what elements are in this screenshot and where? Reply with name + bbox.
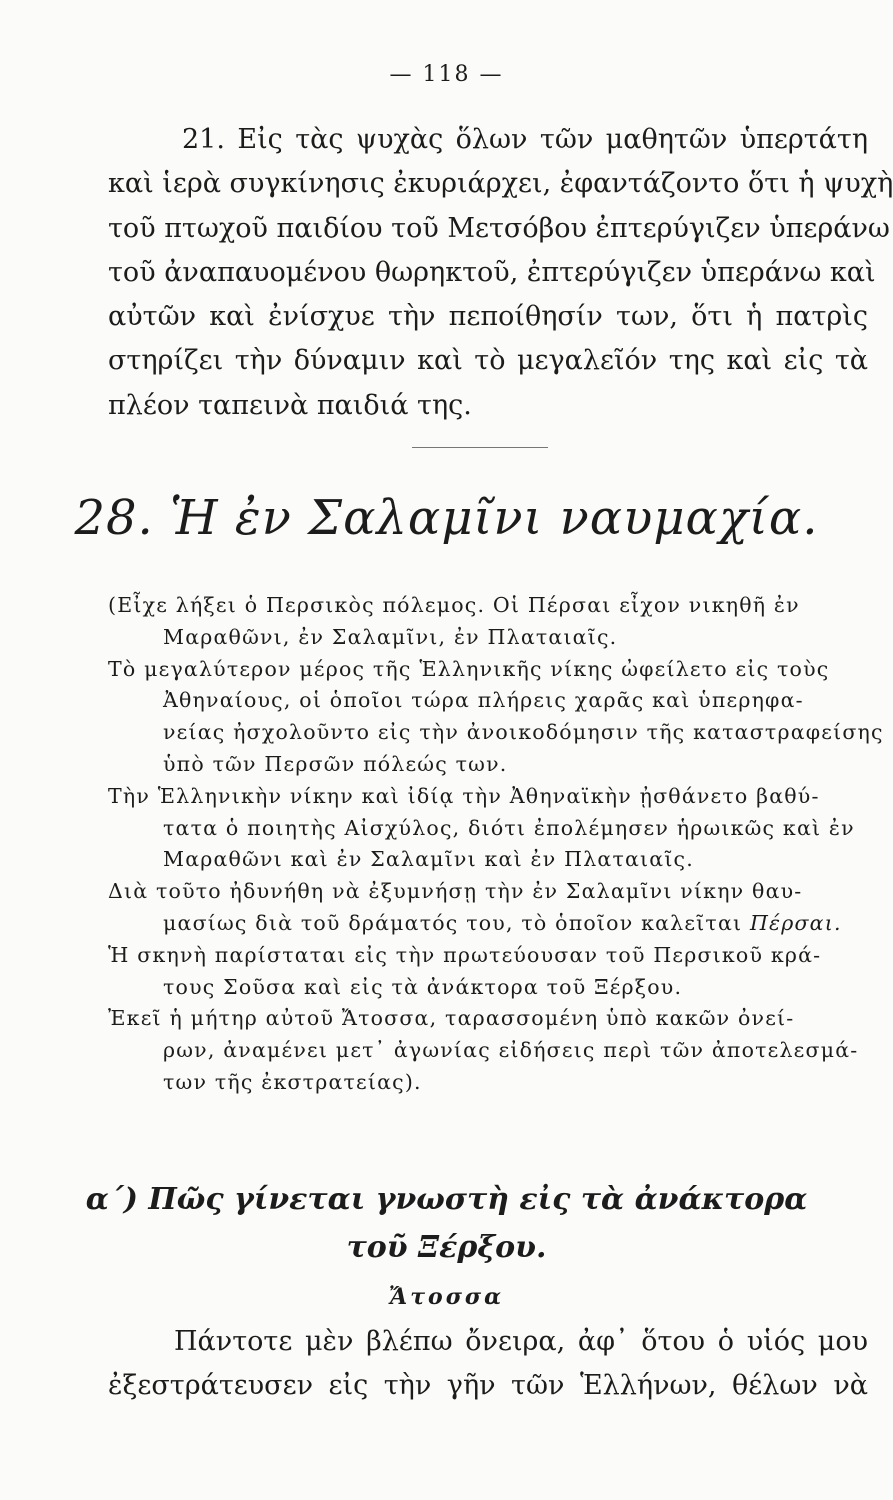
section-divider (412, 447, 548, 448)
page-number: — 118 — (389, 62, 504, 87)
text-line: τους Σοῦσα καὶ εἰς τὰ ἀνάκτορα τοῦ Ξέρξου. (163, 974, 683, 999)
speaker-name: Ἄτοσσα (388, 1284, 505, 1310)
text-line: των τῆς ἐκστρατείας). (163, 1069, 422, 1094)
text-line: Ἡ σκηνὴ παρίσταται εἰς τὴν πρωτεύουσαν τοῦ Περσικοῦ κρά- (108, 942, 822, 967)
text-line: Τὴν Ἑλληνικὴν νίκην καὶ ἰδίᾳ τὴν Ἀθηναϊκὴν ᾐσθάνετο βαθύ- (108, 783, 820, 808)
text-line: ὑπὸ τῶν Περσῶν πόλεώς των. (163, 751, 508, 776)
text-line: πλέον ταπεινὰ παιδιά της. (108, 389, 472, 421)
section-heading-line: τοῦ Ξέρξου. (346, 1230, 547, 1265)
text-line: τοῦ πτωχοῦ παιδίου τοῦ Μετσόβου ἐπτερύγιζεν ὑπεράνω (108, 212, 890, 244)
section-heading-line: α΄) Πῶς γίνεται γνωστὴ εἰς τὰ ἀνάκτορα (85, 1182, 808, 1217)
verse-text (108, 1320, 868, 1408)
text-line: Ἐκεῖ ἡ μήτηρ αὐτοῦ Ἄτοσσα, ταρασσομένη ὑπὸ κακῶν ὀνεί- (108, 1006, 795, 1031)
text-line: Διὰ τοῦτο ἠδυνήθη νὰ ἐξυμνήσῃ τὴν ἐν Σαλαμῖνι νίκην θαυ- (108, 879, 803, 904)
text-line: νείας ἠσχολοῦντο εἰς τὴν ἀνοικοδόμησιν τῆς καταστραφείσης (163, 720, 884, 745)
play-title: Πέρσαι. (749, 910, 842, 935)
text-line: Ἀθηναίους, οἱ ὁποῖοι τώρα πλήρεις χαρᾶς καὶ ὑπερηφα- (163, 688, 804, 713)
chapter-introduction (108, 590, 884, 1099)
text-line: Μαραθῶνι καὶ ἐν Σαλαμῖνι καὶ ἐν Πλαταιαῖς. (163, 847, 694, 872)
text-line: καὶ ἱερὰ συγκίνησις ἐκυριάρχει, ἐφαντάζοντο ὅτι ἡ ψυχὴ (108, 168, 893, 200)
text-line: ἐξεστράτευσεν εἰς τὴν γῆν τῶν Ἑλλήνων, θέλων νὰ (108, 1370, 868, 1401)
text-line: (Εἶχε λήξει ὁ Περσικὸς πόλεμος. Οἱ Πέρσαι εἶχον νικηθῆ ἐν (108, 593, 800, 617)
text-line: τατα ὁ ποιητὴς Αἰσχύλος, διότι ἐπολέμησεν ἡρωικῶς καὶ ἐν (163, 815, 855, 840)
chapter-title: 28. Ἡ ἐν Σαλαμῖνι ναυμαχία. (74, 490, 819, 546)
paragraph-21 (108, 118, 893, 428)
text-line: τοῦ ἀναπαυομένου θωρηκτοῦ, ἐπτερύγιζεν ὑπεράνω καὶ (108, 256, 876, 288)
text-line: 21. Εἰς τὰς ψυχὰς ὅλων τῶν μαθητῶν ὑπερτάτη (182, 124, 868, 155)
text-line: Μαραθῶνι, ἐν Σαλαμῖνι, ἐν Πλαταιαῖς. (163, 624, 618, 649)
text-line: Τὸ μεγαλύτερον μέρος τῆς Ἑλληνικῆς νίκης ὠφείλετο εἰς τοὺς (108, 656, 830, 681)
text-line (108, 908, 868, 940)
section-heading (0, 1176, 893, 1272)
text-fragment: μασίως διὰ τοῦ δράματός του, τὸ ὁποῖον καλεῖται (163, 910, 750, 935)
text-line: ρων, ἀναμένει μετ᾽ ἀγωνίας εἰδήσεις περὶ τῶν ἀποτελεσμά- (163, 1038, 859, 1063)
text-line: στηρίζει τὴν δύναμιν καὶ τὸ μεγαλεῖόν της καὶ εἰς τὰ (108, 345, 868, 377)
text-line: Πάντοτε μὲν βλέπω ὄνειρα, ἀφ᾽ ὅτου ὁ υἱός μου (174, 1326, 868, 1357)
text-line: αὐτῶν καὶ ἐνίσχυε τὴν πεποίθησίν των, ὅτι ἡ πατρὶς (108, 301, 868, 333)
